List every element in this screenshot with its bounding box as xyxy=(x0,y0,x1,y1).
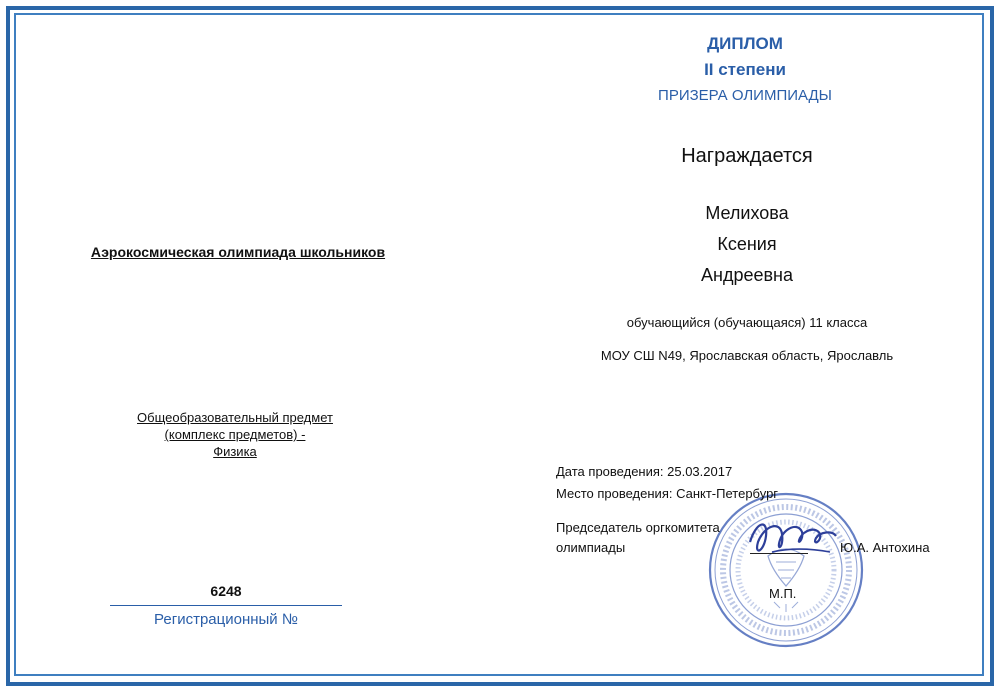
stamp-place-label: М.П. xyxy=(769,586,797,601)
chair-title-line-2: олимпиады xyxy=(556,540,626,555)
diploma-subtitle: ПРИЗЕРА ОЛИМПИАДЫ xyxy=(658,87,832,104)
recipient-surname: Мелихова xyxy=(705,203,789,223)
student-class: обучающийся (обучающаяся) 11 класса xyxy=(626,315,868,330)
event-place: Место проведения: Санкт-Петербург xyxy=(556,486,779,501)
subject-block xyxy=(100,409,370,460)
recipient-first-name: Ксения xyxy=(717,234,777,254)
subject-line-3: Физика xyxy=(213,444,257,459)
registration-number: 6248 xyxy=(210,583,242,599)
school-info: МОУ СШ N49, Ярославская область, Ярославль xyxy=(600,348,894,363)
diploma-degree: II степени xyxy=(704,60,786,79)
recipient-patronymic: Андреевна xyxy=(701,265,793,285)
signature-line xyxy=(750,553,808,554)
subject-line-2: (комплекс предметов) - xyxy=(164,427,306,442)
olympiad-name: Аэрокосмическая олимпиада школьников xyxy=(90,244,386,260)
awarded-heading: Награждается xyxy=(681,145,813,167)
registration-underline xyxy=(110,605,342,606)
subject-line-1: Общеобразовательный предмет xyxy=(137,410,333,425)
chair-title-line-1: Председатель оргкомитета xyxy=(556,520,720,535)
chair-name: Ю.А. Антохина xyxy=(840,540,930,555)
diploma-title: ДИПЛОМ xyxy=(707,34,783,53)
event-date: Дата проведения: 25.03.2017 xyxy=(556,464,733,479)
registration-label: Регистрационный № xyxy=(154,611,298,628)
